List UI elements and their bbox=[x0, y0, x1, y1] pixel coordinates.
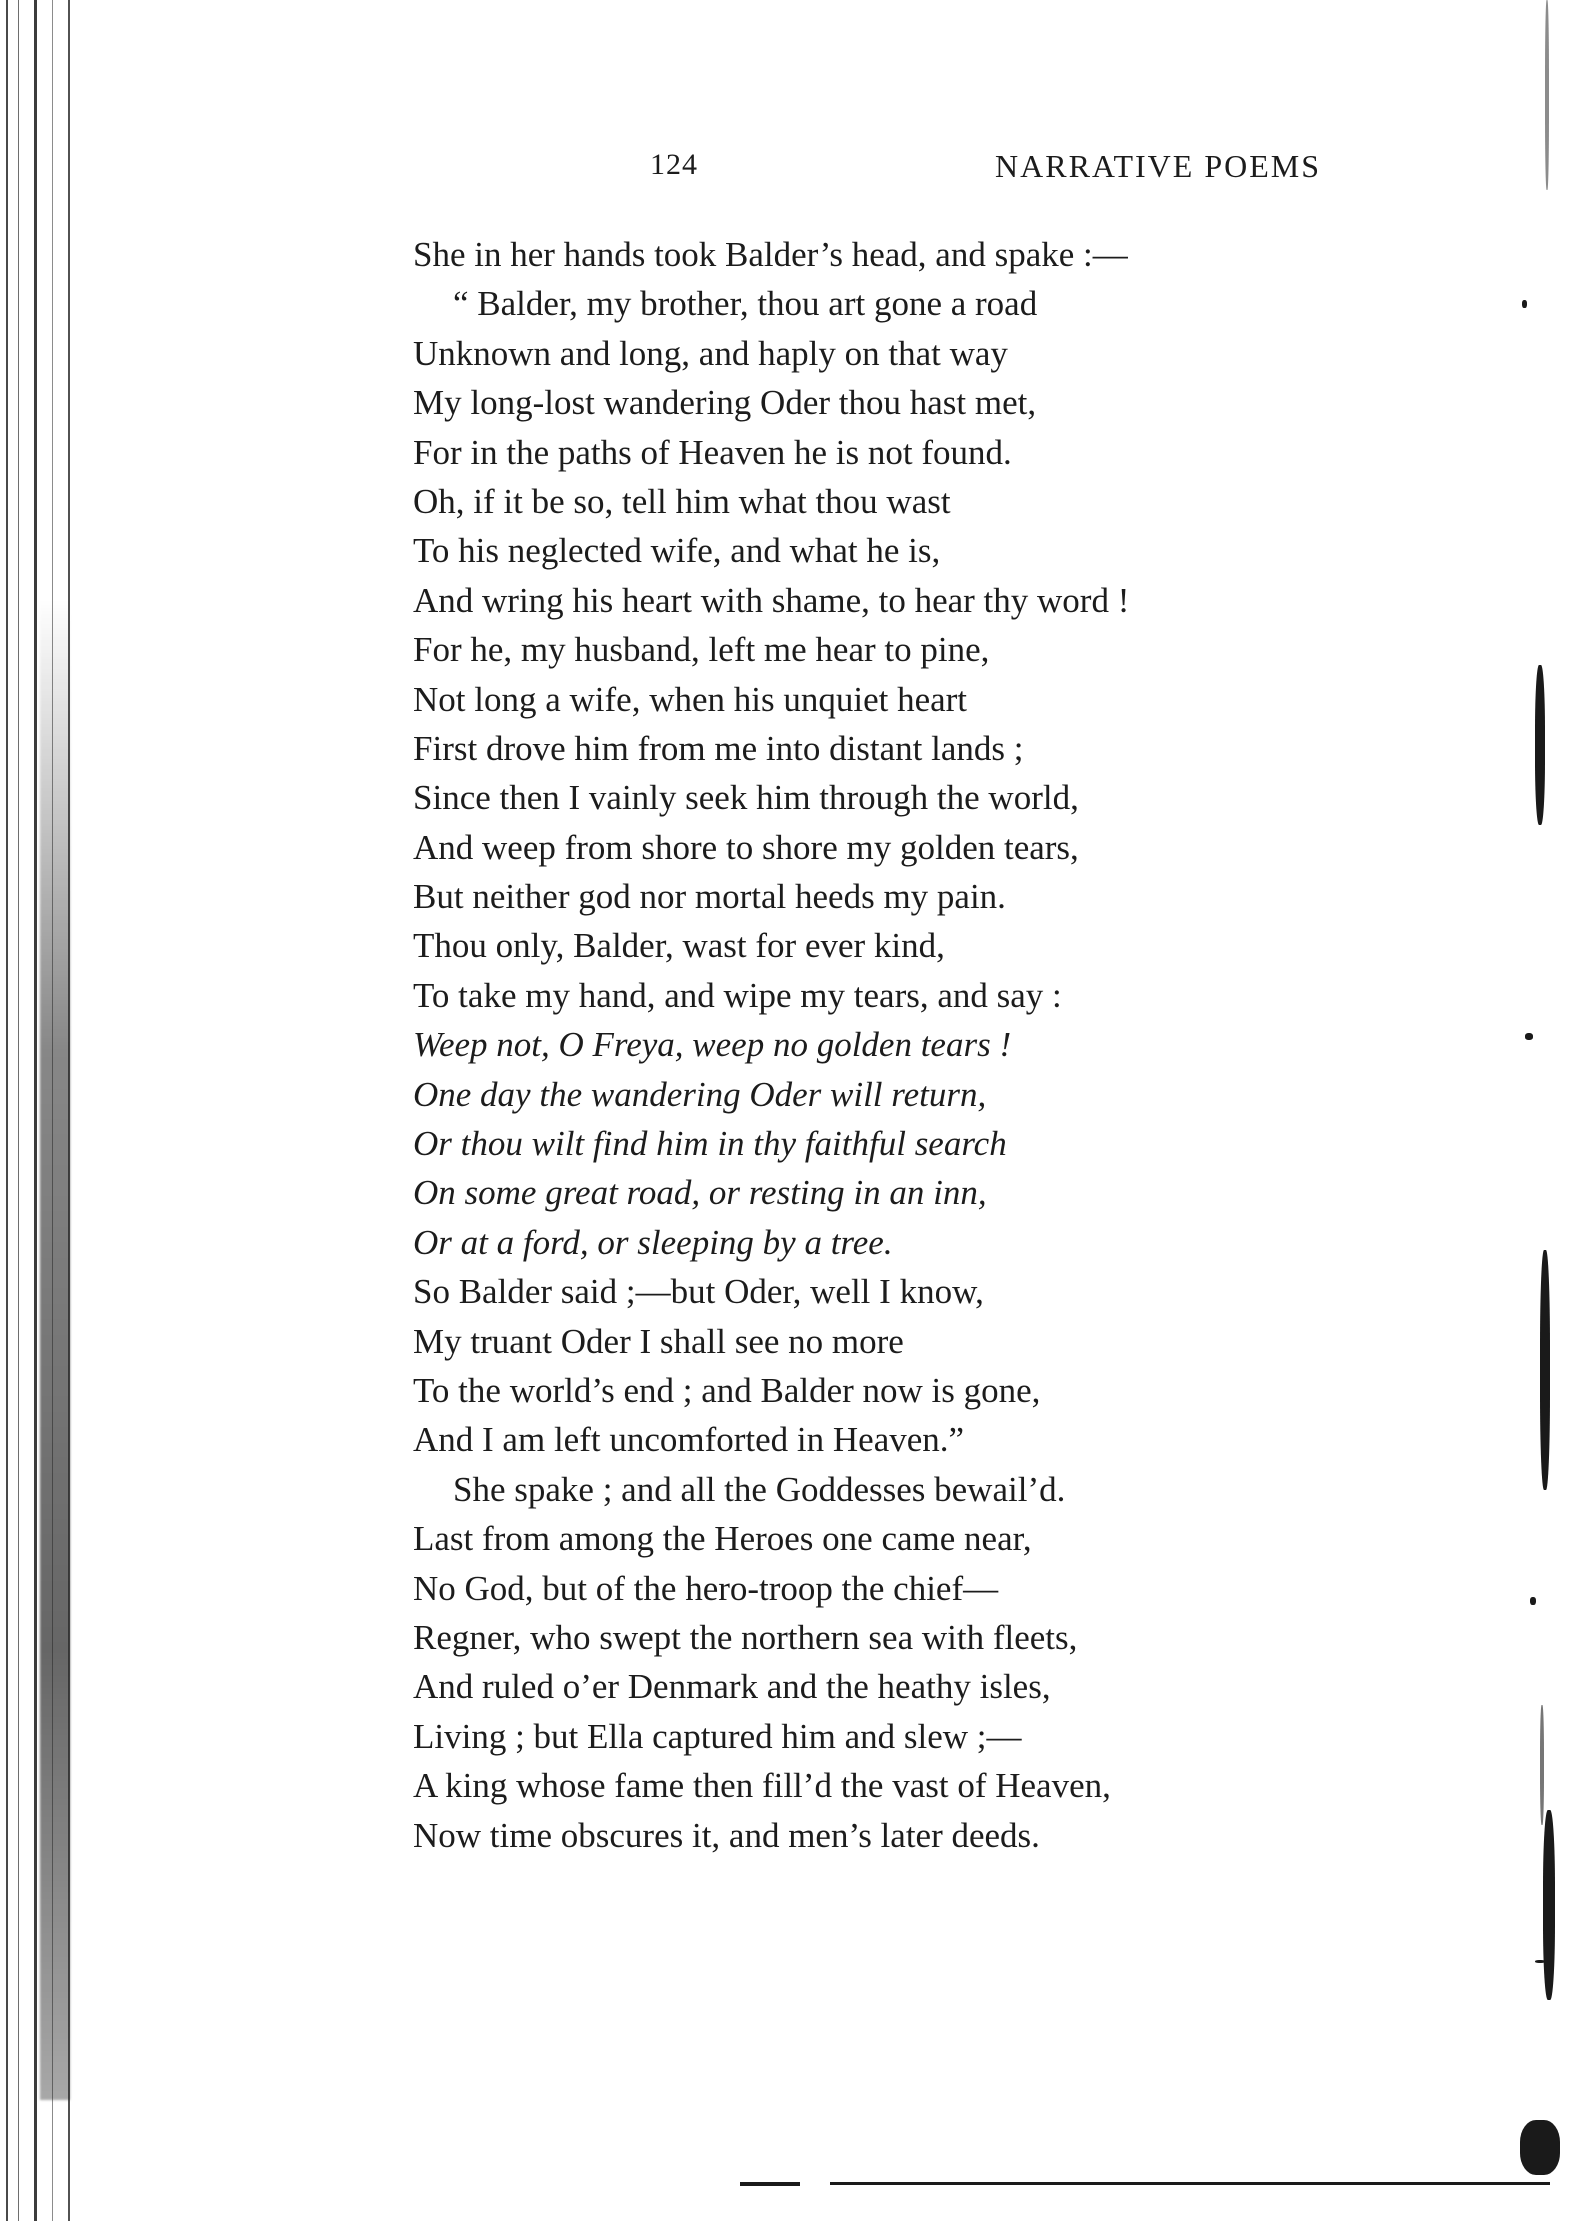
poem-line: Weep not, O Freya, weep no golden tears ! bbox=[413, 1025, 1012, 1065]
poem-line: To his neglected wife, and what he is, bbox=[413, 531, 941, 571]
edge-mark bbox=[1535, 1960, 1545, 1963]
poem-line: But neither god nor mortal heeds my pain. bbox=[413, 877, 1006, 917]
poem-line: Living ; but Ella captured him and slew ;— bbox=[413, 1716, 1022, 1756]
poem-text bbox=[413, 230, 1413, 1860]
poem-line: A king whose fame then fill’d the vast of Heaven, bbox=[413, 1766, 1111, 1806]
edge-mark bbox=[1520, 2120, 1560, 2175]
poem-line: Or thou wilt find him in thy faithful search bbox=[413, 1124, 1007, 1164]
poem-line: She spake ; and all the Goddesses bewail’d. bbox=[453, 1469, 1066, 1509]
poem-line: She in her hands took Balder’s head, and spake :— bbox=[413, 235, 1128, 274]
page-number: 124 bbox=[650, 148, 698, 181]
poem-line: My truant Oder I shall see no more bbox=[413, 1321, 904, 1361]
poem-line: My long-lost wandering Oder thou hast met, bbox=[413, 383, 1037, 423]
edge-mark bbox=[1540, 1250, 1550, 1490]
poem-line: For in the paths of Heaven he is not found. bbox=[413, 432, 1012, 472]
poem-line: Not long a wife, when his unquiet heart bbox=[413, 679, 968, 719]
bottom-edge-rule bbox=[740, 2182, 800, 2186]
poem-line: First drove him from me into distant lands ; bbox=[413, 728, 1024, 768]
poem-line: Unknown and long, and haply on that way bbox=[413, 333, 1008, 373]
poem-line: So Balder said ;—but Oder, well I know, bbox=[413, 1272, 984, 1312]
poem-line: And wring his heart with shame, to hear thy word ! bbox=[413, 580, 1130, 620]
poem-line: For he, my husband, left me hear to pine, bbox=[413, 630, 990, 670]
edge-mark bbox=[1543, 1810, 1555, 2000]
poem-line: Oh, if it be so, tell him what thou wast bbox=[413, 481, 951, 521]
bottom-edge-rule bbox=[830, 2182, 1550, 2185]
poem-line: To take my hand, and wipe my tears, and say : bbox=[413, 975, 1062, 1015]
poem-line: And weep from shore to shore my golden tears, bbox=[413, 827, 1079, 867]
poem-line: “ Balder, my brother, thou art gone a road bbox=[453, 284, 1038, 324]
edge-mark bbox=[1545, 0, 1549, 190]
edge-mark bbox=[1535, 665, 1545, 825]
poem-line: And I am left uncomforted in Heaven.” bbox=[413, 1420, 965, 1460]
poem-line: On some great road, or resting in an inn, bbox=[413, 1173, 987, 1213]
poem-line: Now time obscures it, and men’s later deeds. bbox=[413, 1815, 1040, 1855]
edge-mark bbox=[1522, 300, 1527, 308]
poem-line: Since then I vainly seek him through the world, bbox=[413, 778, 1079, 818]
running-title: NARRATIVE POEMS bbox=[995, 148, 1322, 184]
poem-line: Or at a ford, or sleeping by a tree. bbox=[413, 1222, 893, 1262]
poem-line: To the world’s end ; and Balder now is gone, bbox=[413, 1370, 1041, 1410]
poem-line: Regner, who swept the northern sea with fleets, bbox=[413, 1617, 1078, 1657]
poem-line: No God, but of the hero-troop the chief— bbox=[413, 1568, 999, 1608]
edge-mark bbox=[1525, 1033, 1533, 1040]
poem-line: Thou only, Balder, wast for ever kind, bbox=[413, 926, 945, 966]
poem-line: One day the wandering Oder will return, bbox=[413, 1074, 987, 1114]
edge-mark bbox=[1540, 1705, 1544, 1825]
poem-line: Last from among the Heroes one came near, bbox=[413, 1519, 1032, 1559]
poem-line: And ruled o’er Denmark and the heathy isles, bbox=[413, 1667, 1051, 1707]
edge-mark bbox=[1530, 1597, 1536, 1605]
binding-shadow bbox=[0, 0, 86, 2221]
